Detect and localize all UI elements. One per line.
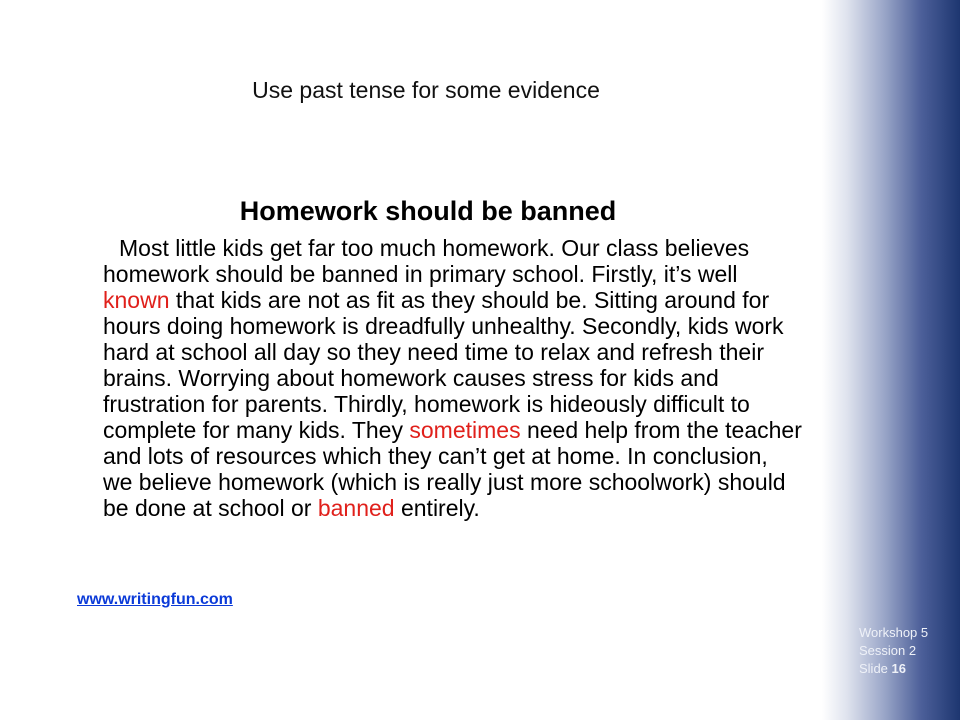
body-paragraph xyxy=(103,235,803,521)
side-gradient-band xyxy=(822,0,960,720)
paragraph-text-2: that kids are not as fit as they should be. Sitting around for hours doing homework is dreadfully unhealthy. Secondly, kids work hard at school all day so they need time to relax and refresh their brains. Worrying about homework causes stress for kids and frustration for parents. Thirdly, homework is hideously difficult to complete for many kids. They xyxy=(103,287,784,443)
writingfun-link[interactable]: www.writingfun.com xyxy=(77,591,233,608)
slide-heading: Homework should be banned xyxy=(239,196,617,226)
slide-subtitle: Use past tense for some evidence xyxy=(252,77,600,103)
paragraph-text-1: Most little kids get far too much homework. Our class believes homework should be banned in primary school. Firstly, it’s well xyxy=(103,235,750,287)
footer-session: Session 2 xyxy=(859,643,917,658)
highlight-word-sometimes: sometimes xyxy=(409,417,521,443)
paragraph-text-3: need help from the teacher and lots of resources which they can’t get at home. In conclusion, we believe homework (which is really just more schoolwork) should be done at school or xyxy=(103,417,802,521)
paragraph-text-4: entirely. xyxy=(394,495,480,521)
footer-slide-label: Slide xyxy=(859,661,888,676)
footer-slide-number: 16 xyxy=(891,661,907,676)
footer-slide xyxy=(859,660,928,678)
footer-workshop: Workshop 5 xyxy=(859,625,929,640)
highlight-word-banned: banned xyxy=(317,495,395,521)
highlight-word-known: known xyxy=(103,287,170,313)
slide-footer xyxy=(859,624,928,678)
